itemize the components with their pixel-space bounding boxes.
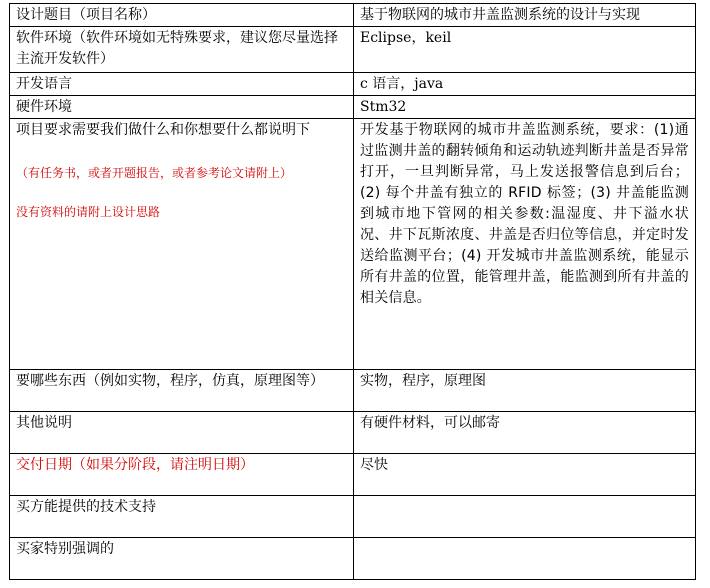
value-other-notes: 有硬件材料，可以邮寄 (354, 412, 696, 454)
table-row-hardware-env (10, 96, 696, 119)
table-row-tech-support (10, 496, 696, 538)
value-hardware-env: Stm32 (354, 96, 696, 119)
attachment-note: （有任务书，或者开题报告，或者参考论文请附上） (16, 166, 293, 180)
table-row-other-notes (10, 412, 696, 454)
value-requirements: 开发基于物联网的城市井盖监测系统，要求：(1)通过监测井盖的翻转倾角和运动轨迹判断井盖是否异常打开，一旦判断异常，马上发送报警信息到后台；(2) 每个井盖有独立的 RFID 标签；(3) 井盖能监测到城市地下管网的相关参数:温湿度、井下溢水状况、井下瓦斯浓度、井盖是否归位等信息，并定时发送给监测平台；(4) 开发城市井盖监测系统，能显示所有井盖的位置，能管理井盖，能监测到所有井盖的相关信息。 (354, 119, 696, 370)
value-buyer-emphasis (354, 538, 696, 580)
value-dev-language: c 语言，java (354, 73, 696, 96)
value-tech-support (354, 496, 696, 538)
value-deliverables: 实物，程序，原理图 (354, 370, 696, 412)
label-deliverables: 要哪些东西（例如实物，程序，仿真，原理图等） (10, 370, 354, 412)
label-project-title: 设计题目（项目名称） (10, 4, 354, 27)
table-row-software-env (10, 27, 696, 73)
table-row-delivery-date (10, 454, 696, 496)
label-other-notes: 其他说明 (10, 412, 354, 454)
value-project-title: 基于物联网的城市井盖监测系统的设计与实现 (354, 4, 696, 27)
label-requirements: 项目要求需要我们做什么和你想要什么都说明下 (16, 122, 310, 138)
table-row-deliverables (10, 370, 696, 412)
label-hardware-env: 硬件环境 (10, 96, 354, 119)
value-delivery-date: 尽快 (354, 454, 696, 496)
label-dev-language: 开发语言 (10, 73, 354, 96)
label-buyer-emphasis: 买家特别强调的 (10, 538, 354, 580)
label-tech-support: 买方能提供的技术支持 (10, 496, 354, 538)
value-software-env: Eclipse，keil (354, 27, 696, 73)
design-idea-note: 没有资料的请附上设计思路 (16, 205, 161, 219)
table-row-project-title (10, 4, 696, 27)
label-software-env: 软件环境（软件环境如无特殊要求，建议您尽量选择主流开发软件） (10, 27, 354, 73)
table-row-dev-language (10, 73, 696, 96)
table-row-requirements (10, 119, 696, 370)
requirements-label-cell (10, 119, 354, 370)
table-row-buyer-emphasis (10, 538, 696, 580)
requirements-table (9, 3, 696, 580)
label-delivery-date: 交付日期（如果分阶段，请注明日期） (10, 454, 354, 496)
